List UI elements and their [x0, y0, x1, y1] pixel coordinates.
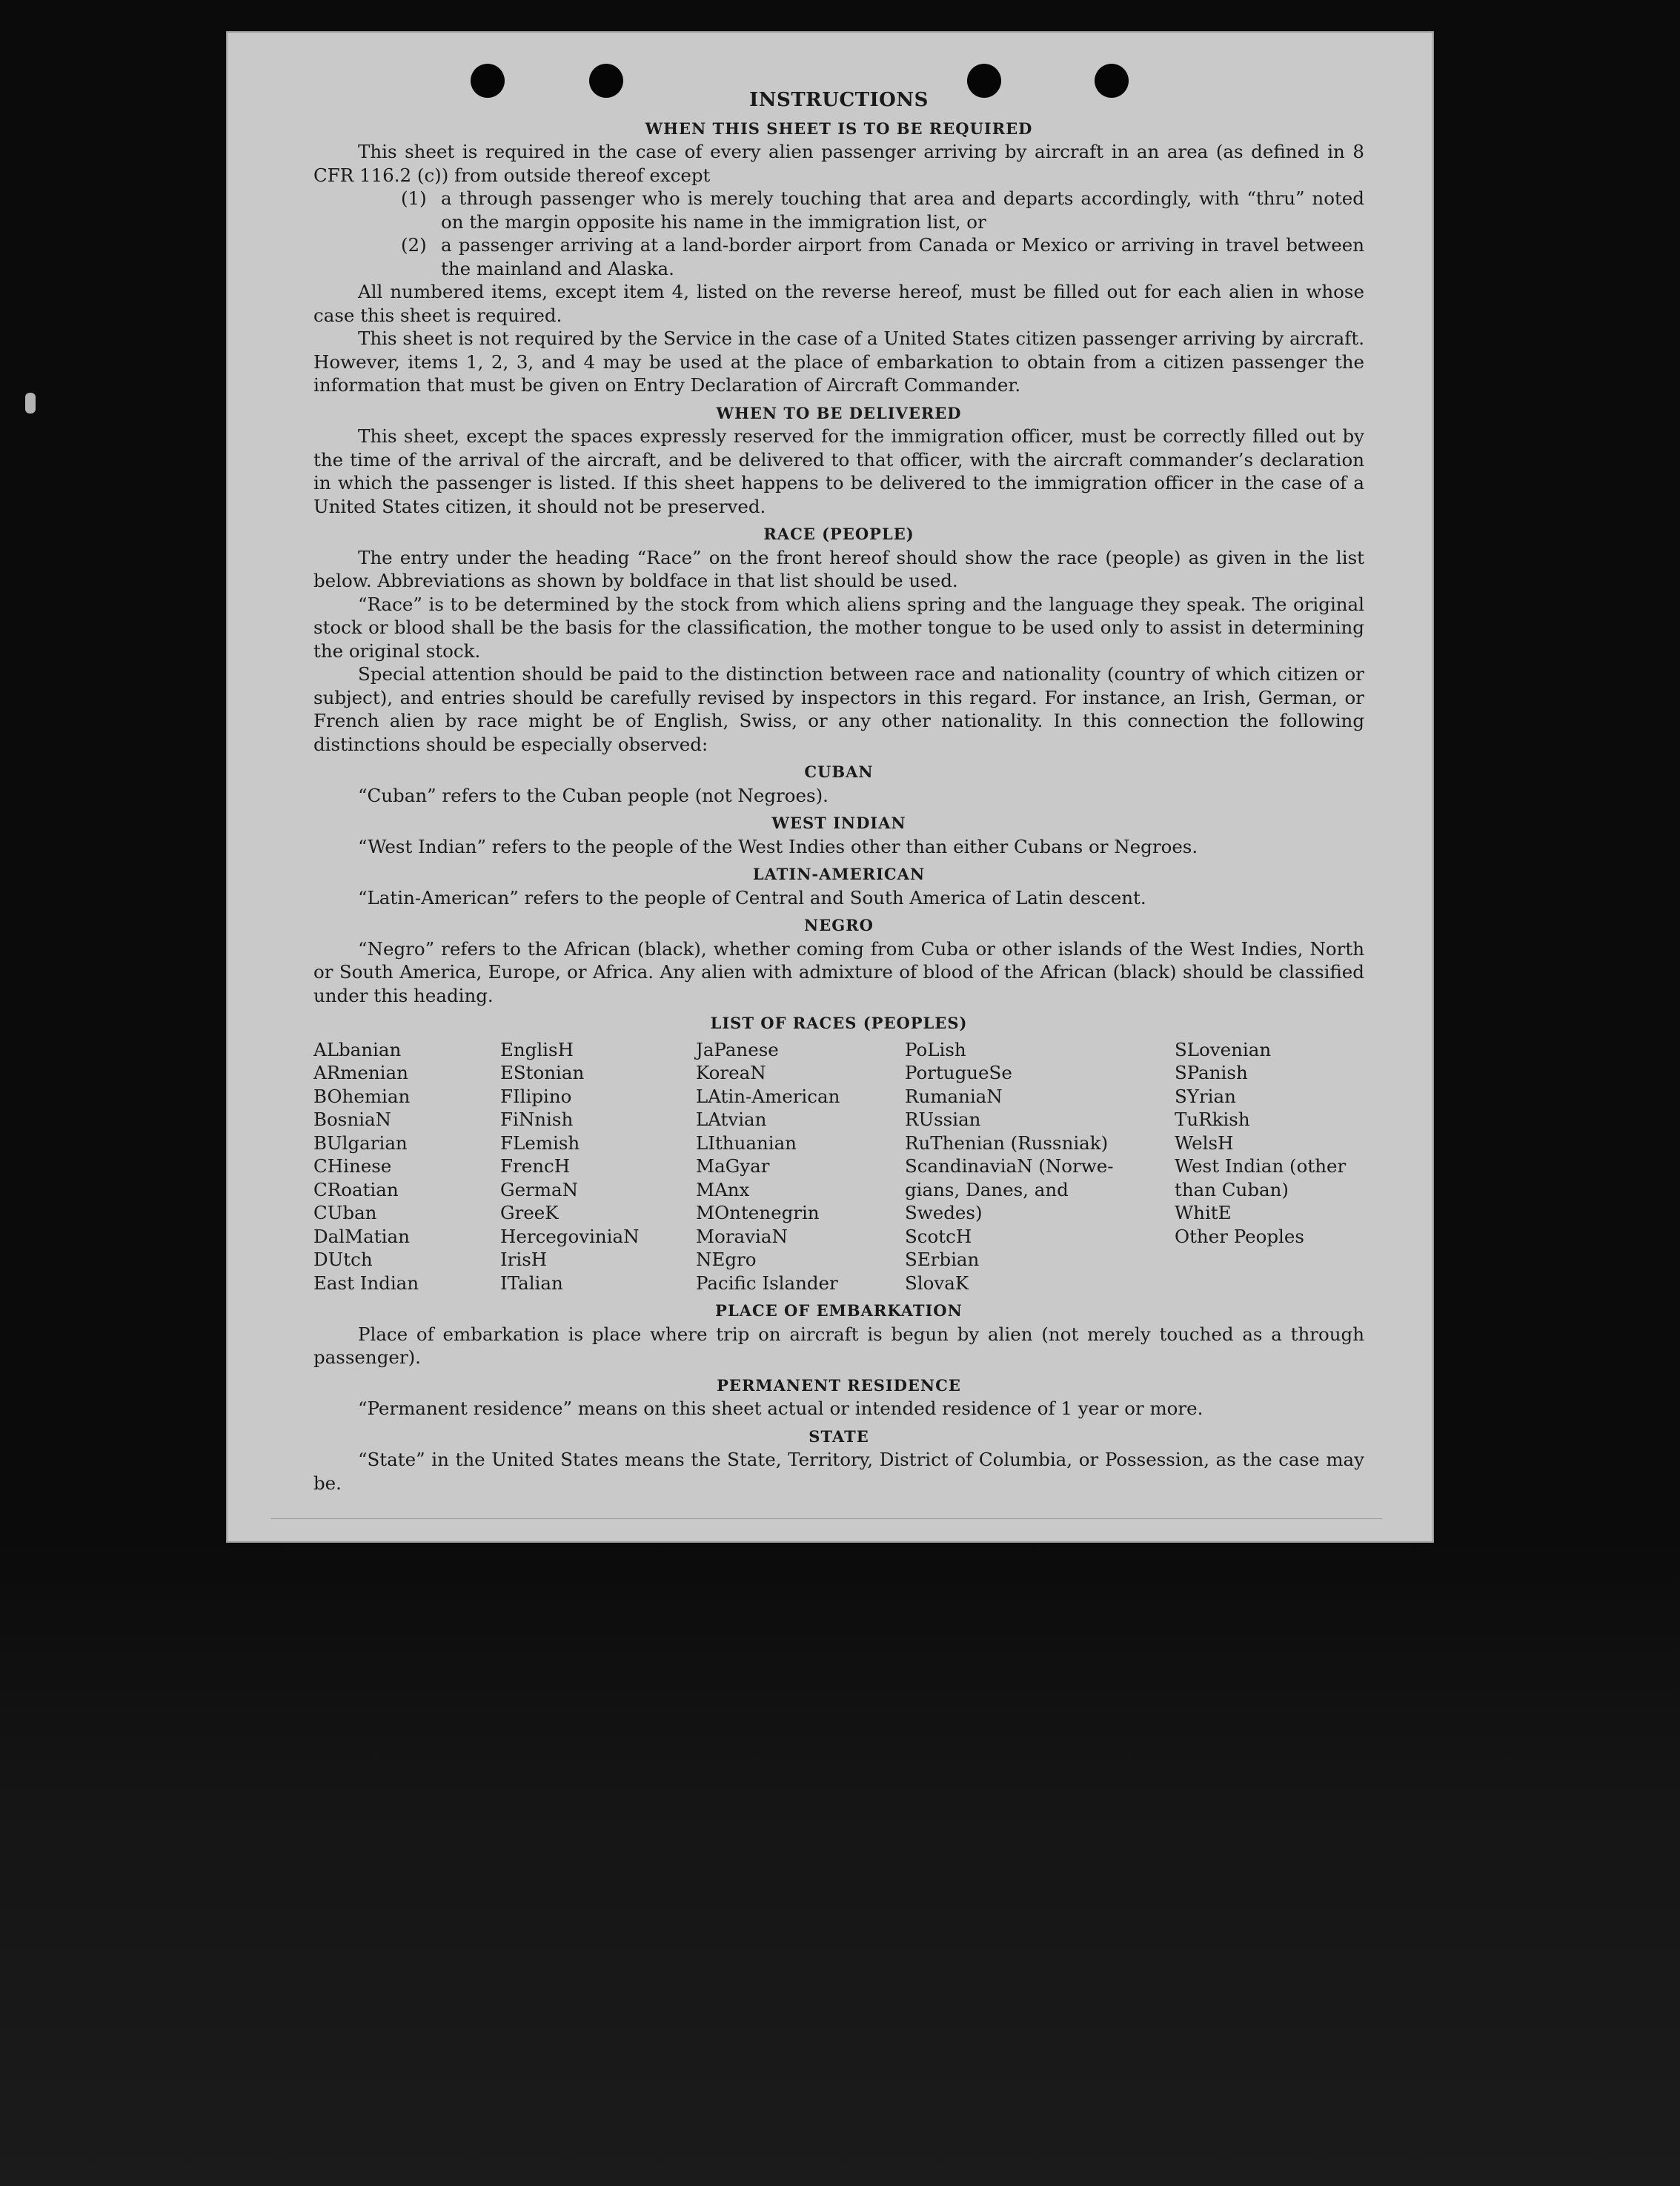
- race-entry: EnglisH: [500, 1038, 574, 1060]
- race-entry: West Indian (other: [1175, 1155, 1347, 1177]
- race-column: [1175, 1038, 1364, 1295]
- paragraph: “West Indian” refers to the people of the West Indies other than either Cubans or Negroes.: [358, 835, 1198, 857]
- race-entry: CHinese: [313, 1155, 392, 1177]
- race-entry: IrisH: [500, 1249, 548, 1270]
- race-entry: BUlgarian: [313, 1132, 408, 1154]
- race-entry: FrencH: [500, 1155, 571, 1177]
- race-entry: BOhemian: [313, 1085, 411, 1107]
- race-entry: MaGyar: [696, 1155, 770, 1177]
- race-entry: FIlipino: [500, 1085, 572, 1107]
- race-entry: RumaniaN: [905, 1085, 1003, 1107]
- item-text: a passenger arriving at a land-border airport from Canada or Mexico or arriving in travel between the mainland and Alaska.: [441, 234, 1364, 279]
- race-entry: RUssian: [905, 1109, 981, 1130]
- race-entry: Other Peoples: [1175, 1225, 1304, 1247]
- paragraph: All numbered items, except item 4, listed on the reverse hereof, must be filled out for each alien in whose case this sheet is required.: [313, 281, 1364, 326]
- race-entry: ARmenian: [313, 1062, 408, 1083]
- paragraph: This sheet is not required by the Service in the case of a United States citizen passenger arriving by aircraft. However, items 1, 2, 3, and 4 may be used at the place of embarkation to obtain from a citizen passenger the information that must be given on Entry Declaration of Aircraft Commander.: [313, 328, 1364, 396]
- paragraph: Place of embarkation is place where trip on aircraft is begun by alien (not merely touched as a through passenger).: [313, 1323, 1364, 1368]
- race-entry: SLovenian: [1175, 1038, 1272, 1060]
- race-entry: CRoatian: [313, 1178, 399, 1200]
- race-entry: RuThenian (Russniak): [905, 1132, 1109, 1154]
- race-entry: GreeK: [500, 1202, 559, 1223]
- race-column: [696, 1038, 905, 1295]
- race-entry: ITalian: [500, 1272, 563, 1294]
- race-entry: WhitE: [1175, 1202, 1232, 1223]
- paragraph: The entry under the heading “Race” on the front hereof should show the race (people) as given in the list below. Abbreviations as shown by boldface in that list should be used.: [313, 546, 1364, 591]
- exception-item: [401, 233, 1364, 280]
- race-entry: HercegoviniaN: [500, 1225, 640, 1247]
- race-entry: Swedes): [905, 1202, 983, 1223]
- race-entry: TuRkish: [1175, 1109, 1250, 1130]
- paragraph: “Permanent residence” means on this sheet actual or intended residence of 1 year or more.: [358, 1398, 1203, 1419]
- race-entry: ScotcH: [905, 1225, 972, 1247]
- race-entry: LAtvian: [696, 1109, 767, 1130]
- race-entry: GermaN: [500, 1178, 579, 1200]
- race-entry: SPanish: [1175, 1062, 1248, 1083]
- race-entry: WelsH: [1175, 1132, 1234, 1154]
- paragraph: “State” in the United States means the State, Territory, District of Columbia, or Possession, as the case may be.: [313, 1449, 1364, 1494]
- race-entry: FiNnish: [500, 1109, 574, 1130]
- heading-latin-american: LATIN-AMERICAN: [752, 865, 926, 883]
- race-entry: FLemish: [500, 1132, 580, 1154]
- scan-artifact: [25, 393, 36, 413]
- race-column: [313, 1038, 500, 1295]
- race-entry: gians, Danes, and: [905, 1178, 1069, 1200]
- race-entry: ALbanian: [313, 1038, 402, 1060]
- race-entry: PortugueSe: [905, 1062, 1012, 1083]
- race-entry: MAnx: [696, 1178, 750, 1200]
- paragraph: This sheet is required in the case of every alien passenger arriving by aircraft in an area (as defined in 8 CFR 116.2 (c)) from outside thereof except: [313, 141, 1364, 186]
- race-entry: MOntenegrin: [696, 1202, 820, 1223]
- item-number: (2): [401, 234, 427, 256]
- race-entry: LAtin-American: [696, 1085, 840, 1107]
- paragraph: “Cuban” refers to the Cuban people (not Negroes).: [358, 784, 829, 806]
- race-entry: SlovaK: [905, 1272, 969, 1294]
- race-entry: MoraviaN: [696, 1225, 788, 1247]
- scanner-background: [0, 1541, 1680, 2186]
- heading-negro: NEGRO: [804, 916, 874, 934]
- race-entry: LIthuanian: [696, 1132, 797, 1154]
- race-entry: EStonian: [500, 1062, 585, 1083]
- paragraph: “Race” is to be determined by the stock from which aliens spring and the language they speak. The original stock or blood shall be the basis for the classification, the mother tongue to be used only to assist in determining the original stock.: [313, 593, 1364, 662]
- race-entry: than Cuban): [1175, 1178, 1289, 1200]
- race-entry: East Indian: [313, 1272, 419, 1294]
- race-list: [313, 1038, 1364, 1295]
- race-column: [905, 1038, 1175, 1295]
- race-entry: JaPanese: [696, 1038, 779, 1060]
- paragraph: “Latin-American” refers to the people of Central and South America of Latin descent.: [358, 886, 1146, 908]
- item-text: a through passenger who is merely touching that area and departs accordingly, with “thru” noted on the margin opposite his name in the immigration list, or: [441, 187, 1364, 233]
- heading-embarkation: PLACE OF EMBARKATION: [715, 1301, 963, 1320]
- footer-rule: [270, 1518, 1382, 1529]
- heading-state: STATE: [809, 1426, 869, 1446]
- heading-when-delivered: WHEN TO BE DELIVERED: [716, 403, 962, 422]
- heading-cuban: CUBAN: [804, 763, 874, 781]
- paragraph: “Negro” refers to the African (black), whether coming from Cuba or other islands of the West Indies, North or South America, Europe, or Africa. Any alien with admixture of blood of the African (black) should be classified under this heading.: [313, 937, 1364, 1006]
- race-entry: SErbian: [905, 1249, 980, 1270]
- race-entry: DalMatian: [313, 1225, 410, 1247]
- race-entry: ScandinaviaN (Norwe-: [905, 1155, 1114, 1177]
- heading-west-indian: WEST INDIAN: [771, 814, 906, 832]
- race-entry: BosniaN: [313, 1109, 391, 1130]
- race-entry: NEgro: [696, 1249, 757, 1270]
- race-entry: Pacific Islander: [696, 1272, 838, 1294]
- race-entry: KoreaN: [696, 1062, 766, 1083]
- paragraph: This sheet, except the spaces expressly reserved for the immigration officer, must be correctly filled out by the time of the arrival of the aircraft, and be delivered to that officer, with the aircraft commander’s declaration in which the passenger is listed. If this sheet happens to be delivered to the immigration officer in the case of a United States citizen, it should not be preserved.: [313, 425, 1364, 517]
- heading-race: RACE (PEOPLE): [763, 525, 914, 543]
- item-number: (1): [401, 187, 427, 209]
- race-entry: DUtch: [313, 1249, 373, 1270]
- exception-item: [401, 187, 1364, 233]
- heading-when-required: WHEN THIS SHEET IS TO BE REQUIRED: [645, 119, 1033, 138]
- race-entry: CUban: [313, 1202, 377, 1223]
- paragraph: Special attention should be paid to the distinction between race and nationality (country of which citizen or subject), and entries should be carefully revised by inspectors in this regard. For instance, an Irish, German, or French alien by race might be of English, Swiss, or any other nationality. In this connection the following distinctions should be especially observed:: [313, 663, 1364, 755]
- instruction-sheet: [226, 31, 1434, 1543]
- race-entry: SYrian: [1175, 1085, 1236, 1107]
- race-column: [500, 1038, 696, 1295]
- heading-permanent-residence: PERMANENT RESIDENCE: [717, 1375, 961, 1395]
- sheet-content: [313, 89, 1364, 1495]
- heading-list-of-races: LIST OF RACES (PEOPLES): [710, 1014, 968, 1032]
- race-entry: PoLish: [905, 1038, 966, 1060]
- page-title: INSTRUCTIONS: [749, 89, 929, 111]
